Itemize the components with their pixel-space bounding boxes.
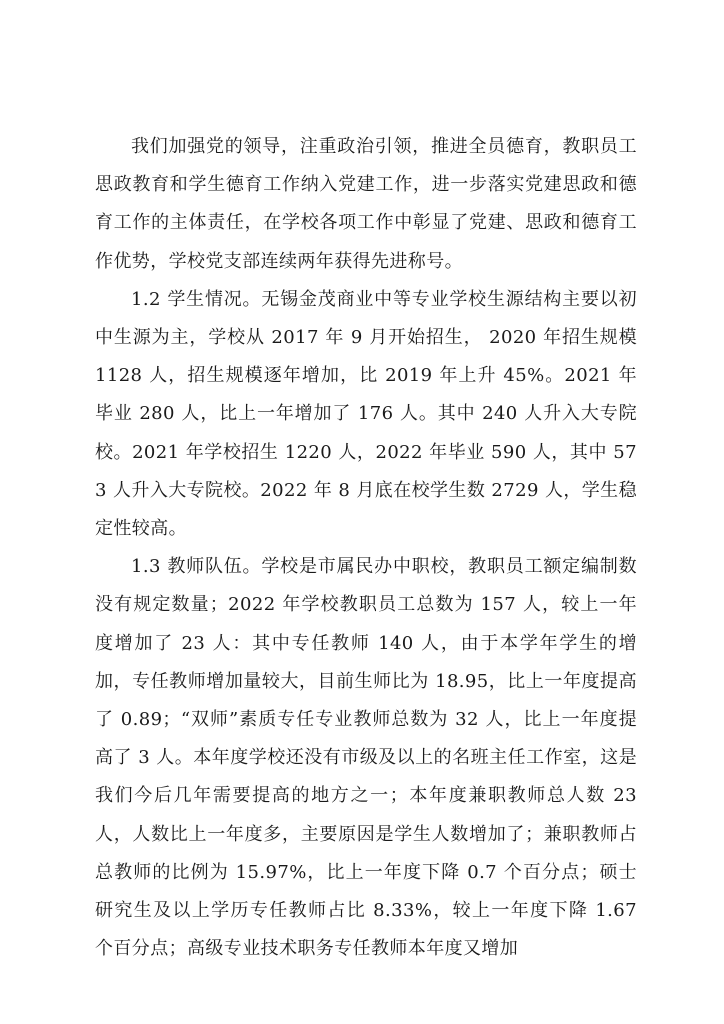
paragraph-teaching-staff: 1.3 教师队伍。学校是市属民办中职校，教职员工额定编制数没有规定数量；2022 年学校教职员工总数为 157 人，较上一年度增加了 23 人：其中专任教师 140 人，由于本学年学生的增加，专任教师增加量较大，目前生师比为 18.95，比上一年度提高了 0.89；“双师”素质专任专业教师总数为 32 人，比上一年度提高了 3 人。本年度学校还没有市级及以上的名班主任工作室，这是我们今后几年需要提高的地方之一；本年度兼职教师总人数 23 人，人数比上一年度多，主要原因是学生人数增加了；兼职教师占总教师的比例为 15.97%，比上一年度下降 0.7 个百分点；硕士研究生及以上学历专任教师占比 8.33%，较上一年度下降 1.67 个百分点；高级专业技术职务专任教师本年度又增加 [95, 556, 637, 960]
document-body [95, 128, 637, 968]
paragraph-student-situation: 1.2 学生情况。无锡金茂商业中等专业学校生源结构主要以初中生源为主，学校从 2017 年 9 月开始招生， 2020 年招生规模 1128 人，招生规模逐年增加，比 2019 年上升 45%。2021 年毕业 280 人，比上一年增加了 176 人。其中 240 人升入大专院校。2021 年学校招生 1220 人，2022 年毕业 590 人，其中 573 人升入大专院校。2022 年 8 月底在校学生数 2729 人，学生稳定性较高。 [95, 288, 637, 540]
paragraph-party-building: 我们加强党的领导，注重政治引领，推进全员德育，教职员工思政教育和学生德育工作纳入党建工作，进一步落实党建思政和德育工作的主体责任，在学校各项工作中彰显了党建、思政和德育工作优势，学校党支部连续两年获得先进称号。 [95, 136, 637, 272]
